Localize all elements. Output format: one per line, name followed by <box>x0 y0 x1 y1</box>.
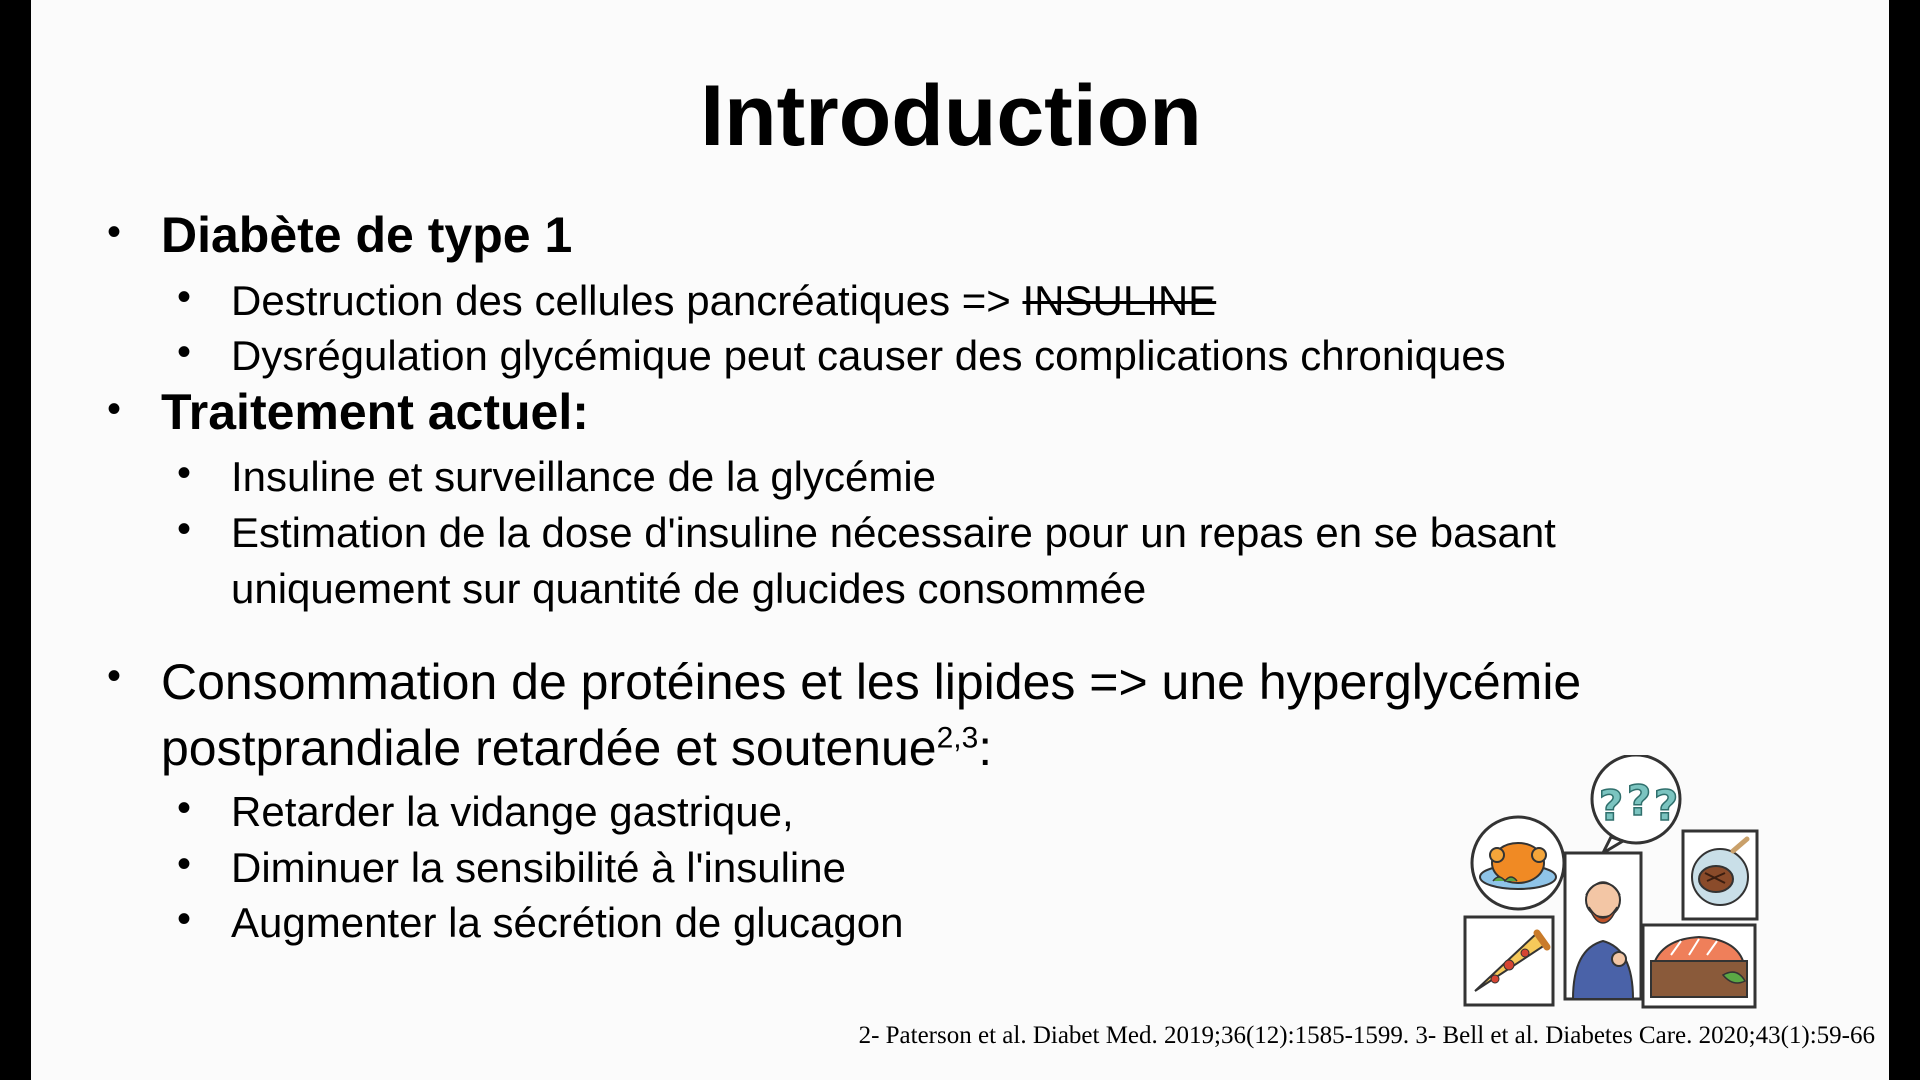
references-footnote: 2- Paterson et al. Diabet Med. 2019;36(12):1585-1599. 3- Bell et al. Diabetes Care. 2020;43(1):59-66 <box>858 1022 1875 1049</box>
bullet-dot: • <box>107 210 122 254</box>
sub-bullet-dot: • <box>177 275 192 319</box>
svg-text:?: ? <box>1653 781 1679 830</box>
bullet-glucagon: Augmenter la sécrétion de glucagon <box>231 899 904 946</box>
bullet-dysregulation: Dysrégulation glycémique peut causer des complications chroniques <box>231 332 1506 379</box>
left-black-bar <box>0 0 31 1080</box>
salmon-fillet-icon <box>1643 925 1755 1007</box>
bullet-insuline-surveillance: Insuline et surveillance de la glycémie <box>231 453 937 500</box>
bullet-destruction-text: Destruction des cellules pancréatiques => <box>231 277 1023 324</box>
bullet-dot: • <box>107 387 122 431</box>
section-heading-type1: Diabète de type 1 <box>161 207 573 263</box>
sub-bullet-dot: • <box>177 451 192 495</box>
roast-chicken-icon <box>1472 817 1564 909</box>
bullet-consommation-line1: Consommation de protéines et les lipides => une hyperglycémie <box>161 654 1582 710</box>
right-black-bar <box>1889 0 1920 1080</box>
bullet-estimation-line2: uniquement sur quantité de glucides consommée <box>231 565 1147 612</box>
citation-superscript: 2,3 <box>936 721 979 755</box>
colon: : <box>978 720 993 776</box>
sub-bullet-dot: • <box>177 330 192 374</box>
sub-bullet-dot: • <box>177 842 192 886</box>
bullet-estimation-line1: Estimation de la dose d'insuline nécessaire pour un repas en se basant <box>231 509 1556 556</box>
bullet-vidange: Retarder la vidange gastrique, <box>231 788 794 835</box>
steak-plate-icon <box>1683 831 1757 919</box>
bullet-destruction <box>231 273 1216 328</box>
pizza-slice-icon <box>1465 917 1553 1005</box>
struck-insuline: INSULINE <box>1022 277 1217 324</box>
bullet-dot: • <box>107 654 122 698</box>
svg-text:?: ? <box>1598 781 1624 830</box>
slide <box>31 0 1889 1080</box>
bullet-sensibilite: Diminuer la sensibilité à l'insuline <box>231 844 846 891</box>
section-heading-traitement: Traitement actuel: <box>161 384 589 440</box>
thinking-man-icon <box>1565 853 1641 999</box>
sub-bullet-dot: • <box>177 507 192 551</box>
question-bubble-icon <box>1592 755 1680 853</box>
sub-bullet-dot: • <box>177 897 192 941</box>
slide-title: Introduction <box>700 68 1202 164</box>
bullet-consommation-text: postprandiale retardée et soutenue <box>161 720 937 776</box>
food-illustration <box>1461 755 1761 1015</box>
sub-bullet-dot: • <box>177 786 192 830</box>
svg-text:?: ? <box>1626 776 1652 825</box>
bullet-consommation-line2 <box>161 716 992 780</box>
